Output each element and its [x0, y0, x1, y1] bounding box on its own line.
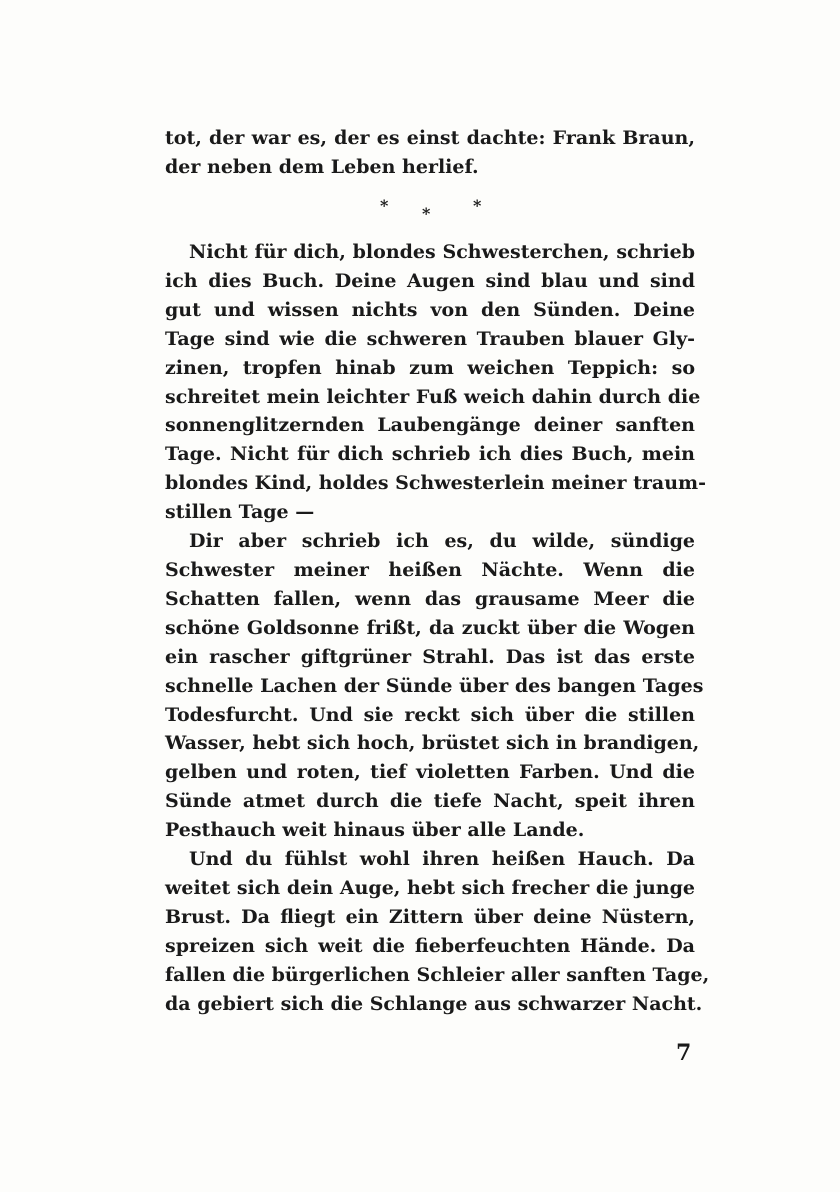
text-line: schreitet mein leichter Fuß weich dahin durch die	[165, 385, 701, 408]
separator-star: *	[422, 204, 431, 223]
text-line: Tage. Nicht für dich schrieb ich dies Buch, mein	[165, 443, 695, 466]
text-line: gut und wissen nichts von den Sünden. Deine	[165, 298, 695, 321]
text-line: Nicht für dich, blondes Schwesterchen, schrieb	[189, 241, 695, 263]
text-line: blondes Kind, holdes Schwesterlein meiner traum-	[165, 472, 707, 495]
text-line: Und du fühlst wohl ihren heißen Hauch. Da	[189, 848, 695, 871]
text-line: Sünde atmet durch die tiefe Nacht, speit ihren	[165, 790, 695, 813]
text-line: tot, der war es, der es einst dachte: Frank Braun,	[165, 127, 695, 149]
text-line: Wasser, hebt sich hoch, brüstet sich in brandigen,	[165, 732, 700, 755]
text-line: ein rascher giftgrüner Strahl. Das ist das erste	[165, 645, 695, 668]
section-separator	[370, 196, 490, 226]
text-line: Tage sind wie die schweren Trauben blauer Gly-	[165, 327, 695, 350]
text-line: spreizen sich weit die fieberfeuchten Hände. Da	[165, 934, 695, 957]
text-line: Schwester meiner heißen Nächte. Wenn die	[165, 558, 695, 581]
text-line: zinen, tropfen hinab zum weichen Teppich: so	[165, 356, 695, 379]
separator-star: *	[473, 196, 482, 215]
text-line: da gebiert sich die Schlange aus schwarzer Nacht.	[165, 992, 703, 1015]
text-line: stillen Tage —	[165, 501, 315, 524]
text-line: Brust. Da fliegt ein Zittern über deine Nüstern,	[165, 905, 695, 928]
text-line: schöne Goldsonne frißt, da zuckt über die Wogen	[165, 616, 695, 639]
page-number: 7	[676, 1040, 692, 1066]
text-line: weitet sich dein Auge, hebt sich frecher die junge	[165, 876, 695, 899]
text-line: gelben und roten, tief violetten Farben. Und die	[165, 761, 695, 784]
text-line: Schatten fallen, wenn das grausame Meer die	[165, 587, 695, 610]
separator-star: *	[380, 196, 389, 215]
text-line: Todesfurcht. Und sie reckt sich über die stillen	[165, 703, 695, 726]
text-line: Pesthauch weit hinaus über alle Lande.	[165, 819, 585, 842]
text-line: ich dies Buch. Deine Augen sind blau und sind	[165, 269, 695, 292]
text-line: sonnenglitzernden Laubengänge deiner sanften	[165, 414, 695, 437]
text-line: schnelle Lachen der Sünde über des bangen Tages	[165, 674, 704, 697]
main-text	[165, 238, 710, 1018]
text-line: der neben dem Leben herlief.	[165, 155, 479, 178]
opening-paragraph	[165, 124, 695, 182]
text-line: fallen die bürgerlichen Schleier aller sanften Tage,	[165, 963, 710, 986]
text-line: Dir aber schrieb ich es, du wilde, sündige	[189, 530, 695, 553]
